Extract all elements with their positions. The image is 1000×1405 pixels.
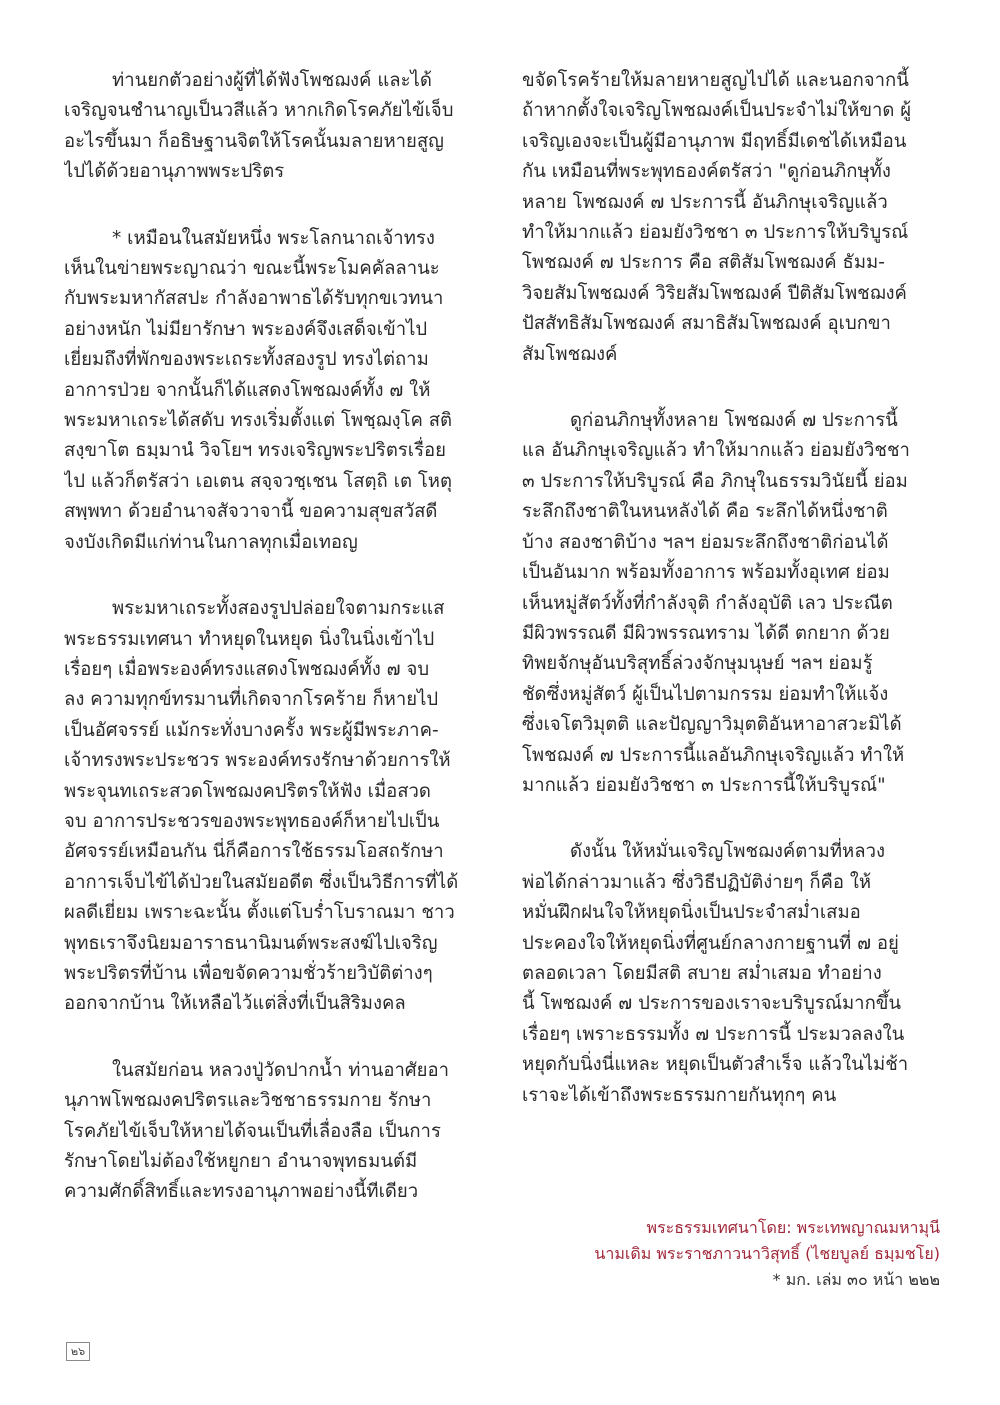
text-line: โพชฌงค์ ๗ ประการ คือ สติสัมโพชฌงค์ ธัมม- xyxy=(522,252,885,274)
text-line: ไปได้ด้วยอานุภาพพระปริตร xyxy=(64,161,285,183)
text-line: เห็นในข่ายพระญาณว่า ขณะนี้พระโมคคัลลานะ xyxy=(64,258,440,280)
text-line: ระลึกถึงชาติในหนหลังได้ คือ ระลึกได้หนึ่งชาติ xyxy=(522,501,888,523)
text-line: สพฺพทา ด้วยอำนาจสัจวาจานี้ ขอความสุขสวัสดี xyxy=(64,501,438,523)
text-line: เห็นหมู่สัตว์ทั้งที่กำลังจุติ กำลังอุบัติ เลว ประณีต xyxy=(522,592,893,614)
text-line: อัศจรรย์เหมือนกัน นี่ก็คือการใช้ธรรมโอสถรักษา xyxy=(64,841,444,863)
text-line: มากแล้ว ย่อมยังวิชชา ๓ ประการนี้ให้บริบูรณ์" xyxy=(522,774,886,796)
text-line: สัมโพชฌงค์ xyxy=(522,343,618,365)
paragraph-buddha-quote xyxy=(522,406,940,801)
text-line: กับพระมหากัสสปะ กำลังอาพาธได้รับทุกขเวทนา xyxy=(64,288,444,310)
text-line: เยี่ยมถึงที่พักของพระเถระทั้งสองรูป ทรงไต่ถาม xyxy=(64,349,429,371)
text-line: มีผิวพรรณดี มีผิวพรรณทราม ได้ดี ตกยาก ด้วย xyxy=(522,622,890,644)
text-line: อะไรขึ้นมา ก็อธิษฐานจิตให้โรคนั้นมลายหายสูญ xyxy=(64,130,444,152)
text-line: กัน เหมือนที่พระพุทธองค์ตรัสว่า "ดูก่อนภิกษุทั้ง xyxy=(522,161,891,183)
right-column xyxy=(522,66,940,1147)
text-line: ลง ความทุกข์ทรมานที่เกิดจากโรคร้าย ก็หายไป xyxy=(64,689,439,711)
text-line: นี้ โพชฌงค์ ๗ ประการของเราจะบริบูรณ์มากขึ้น xyxy=(522,993,902,1015)
text-line: จบ อาการประชวรของพระพุทธองค์ก็หายไปเป็น xyxy=(64,810,440,832)
paragraph-story xyxy=(64,224,482,558)
paragraph-intro xyxy=(64,66,482,188)
text-line: หลาย โพชฌงค์ ๗ ประการนี้ อันภิกษุเจริญแล้ว xyxy=(522,191,888,213)
text-line: ดังนั้น ให้หมั่นเจริญโพชฌงค์ตามที่หลวง xyxy=(570,841,885,863)
text-line: ปัสสัทธิสัมโพชฌงค์ สมาธิสัมโพชฌงค์ อุเบกขา xyxy=(522,313,891,335)
text-line: หยุดกับนิ่งนี่แหละ หยุดเป็นตัวสำเร็จ แล้วในไม่ช้า xyxy=(522,1054,909,1076)
credit-reference: * มก. เล่ม ๓๐ หน้า ๒๒๒ xyxy=(772,1270,940,1289)
text-line: ในสมัยก่อน หลวงปู่วัดปากน้ำ ท่านอาศัยอา xyxy=(112,1059,450,1081)
paragraph-conclusion xyxy=(522,837,940,1111)
text-line: ชัดซึ่งหมู่สัตว์ ผู้เป็นไปตามกรรม ย่อมทำให้แจ้ง xyxy=(522,683,889,705)
text-line: จงบังเกิดมีแก่ท่านในกาลทุกเมื่อเทอญ xyxy=(64,531,358,553)
text-line: ๓ ประการให้บริบูรณ์ คือ ภิกษุในธรรมวินัยนี้ ย่อม xyxy=(522,470,908,492)
page-number: ๒๖ xyxy=(66,1342,90,1361)
text-line: อาการป่วย จากนั้นก็ได้แสดงโพชฌงค์ทั้ง ๗ ให้ xyxy=(64,379,431,401)
text-line: ดูก่อนภิกษุทั้งหลาย โพชฌงค์ ๗ ประการนี้ xyxy=(570,410,898,432)
text-line: เจ้าทรงพระประชวร พระองค์ทรงรักษาด้วยการให้ xyxy=(64,750,451,772)
text-line: ท่านยกตัวอย่างผู้ที่ได้ฟังโพชฌงค์ และได้ xyxy=(112,70,432,91)
text-line: หมั่นฝึกฝนใจให้หยุดนิ่งเป็นประจำสม่ำเสมอ xyxy=(522,902,861,924)
text-line: เจริญจนชำนาญเป็นวสีแล้ว หากเกิดโรคภัยไข้เจ็บ xyxy=(64,100,454,122)
text-line: วิจยสัมโพชฌงค์ วิริยสัมโพชฌงค์ ปีติสัมโพชฌงค์ xyxy=(522,282,907,304)
text-line: พระธรรมเทศนา ทำหยุดในหยุด นิ่งในนิ่งเข้าไป xyxy=(64,628,435,650)
paragraph-healing xyxy=(64,594,482,1020)
text-line: ถ้าหากตั้งใจเจริญโพชฌงค์เป็นประจำไม่ให้ขาด ผู้ xyxy=(522,100,912,122)
text-line: เราจะได้เข้าถึงพระธรรมกายกันทุกๆ คน xyxy=(522,1084,837,1106)
text-line: ทิพยจักษุอันบริสุทธิ์ล่วงจักษุมนุษย์ ฯลฯ ย่อมรู้ xyxy=(522,653,873,675)
sermon-credit xyxy=(594,1215,940,1293)
text-line: เรื่อยๆ เพราะธรรมทั้ง ๗ ประการนี้ ประมวลลงใน xyxy=(522,1023,905,1045)
text-line: พระจุนทเถระสวดโพชฌงคปริตรให้ฟัง เมื่อสวด xyxy=(64,780,431,802)
text-line: ประคองใจให้หยุดนิ่งที่ศูนย์กลางกายฐานที่ ๗ อยู่ xyxy=(522,932,899,954)
text-line: ตลอดเวลา โดยมีสติ สบาย สม่ำเสมอ ทำอย่าง xyxy=(522,962,882,984)
text-line: ซึ่งเจโตวิมุตติ และปัญญาวิมุตติอันหาอาสวะมิได้ xyxy=(522,714,902,736)
text-line: พ่อได้กล่าวมาแล้ว ซึ่งวิธีปฏิบัติง่ายๆ ก็คือ ให้ xyxy=(522,871,872,893)
paragraph-luangpu xyxy=(64,1056,482,1208)
text-line: พระมหาเถระทั้งสองรูปปล่อยใจตามกระแส xyxy=(112,598,445,620)
text-line: ความศักดิ์สิทธิ์และทรงอานุภาพอย่างนี้ทีเดียว xyxy=(64,1181,419,1203)
text-line: ขจัดโรคร้ายให้มลายหายสูญไปได้ และนอกจากนี้ xyxy=(522,70,909,91)
text-line: รักษาโดยไม่ต้องใช้หยูกยา อำนาจพุทธมนต์มี xyxy=(64,1151,418,1172)
text-line: พระมหาเถระได้สดับ ทรงเริ่มตั้งแต่ โพชฺฌงฺโค สติ xyxy=(64,410,453,432)
text-line: อาการเจ็บไข้ได้ป่วยในสมัยอดีต ซึ่งเป็นวิธีการที่ได้ xyxy=(64,871,459,893)
text-line: ไป แล้วก็ตรัสว่า เอเตน สจฺจวชฺเชน โสตฺถิ เต โหตุ xyxy=(64,470,452,492)
text-line: แล อันภิกษุเจริญแล้ว ทำให้มากแล้ว ย่อมยังวิชชา xyxy=(522,440,910,462)
credit-line-2: นามเดิม พระราชภาวนาวิสุทธิ์ (ไชยบูลย์ ธมฺมชโย) xyxy=(594,1244,940,1263)
text-line: เป็นอันมาก พร้อมทั้งอาการ พร้อมทั้งอุเทศ ย่อม xyxy=(522,562,890,584)
text-line: เรื่อยๆ เมื่อพระองค์ทรงแสดงโพชฌงค์ทั้ง ๗ จบ xyxy=(64,658,430,680)
text-line: นุภาพโพชฌงคปริตรและวิชชาธรรมกาย รักษา xyxy=(64,1090,432,1112)
paragraph-continuation xyxy=(522,66,940,370)
text-line: โรคภัยไข้เจ็บให้หายได้จนเป็นที่เลื่องลือ เป็นการ xyxy=(64,1120,441,1142)
text-line: พระปริตรที่บ้าน เพื่อขจัดความชั่วร้ายวิบัติต่างๆ xyxy=(64,962,433,984)
text-line: บ้าง สองชาติบ้าง ฯลฯ ย่อมระลึกถึงชาติก่อนได้ xyxy=(522,531,889,553)
text-line: ทำให้มากแล้ว ย่อมยังวิชชา ๓ ประการให้บริบูรณ์ xyxy=(522,222,909,244)
text-line: โพชฌงค์ ๗ ประการนี้แลอันภิกษุเจริญแล้ว ทำให้ xyxy=(522,744,905,766)
text-line: อย่างหนัก ไม่มียารักษา พระองค์จึงเสด็จเข้าไป xyxy=(64,318,428,340)
text-line: * เหมือนในสมัยหนึ่ง พระโลกนาถเจ้าทรง xyxy=(112,227,435,249)
text-line: พุทธเราจึงนิยมอาราธนานิมนต์พระสงฆ์ไปเจริญ xyxy=(64,932,438,954)
text-line: เจริญเองจะเป็นผู้มีอานุภาพ มีฤทธิ์มีเดชได้เหมือน xyxy=(522,130,907,152)
text-line: ผลดีเยี่ยม เพราะฉะนั้น ตั้งแต่โบร่ำโบราณมา ชาว xyxy=(64,902,455,924)
text-line: ออกจากบ้าน ให้เหลือไว้แต่สิ่งที่เป็นสิริมงคล xyxy=(64,993,406,1015)
credit-line-1: พระธรรมเทศนาโดย: พระเทพญาณมหามุนี xyxy=(646,1218,940,1237)
text-line: สงฺขาโต ธมฺมานํ วิจโยฯ ทรงเจริญพระปริตรเรื่อย xyxy=(64,440,446,462)
left-column xyxy=(64,66,482,1244)
text-line: เป็นอัศจรรย์ แม้กระทั่งบางครั้ง พระผู้มีพระภาค- xyxy=(64,719,439,741)
